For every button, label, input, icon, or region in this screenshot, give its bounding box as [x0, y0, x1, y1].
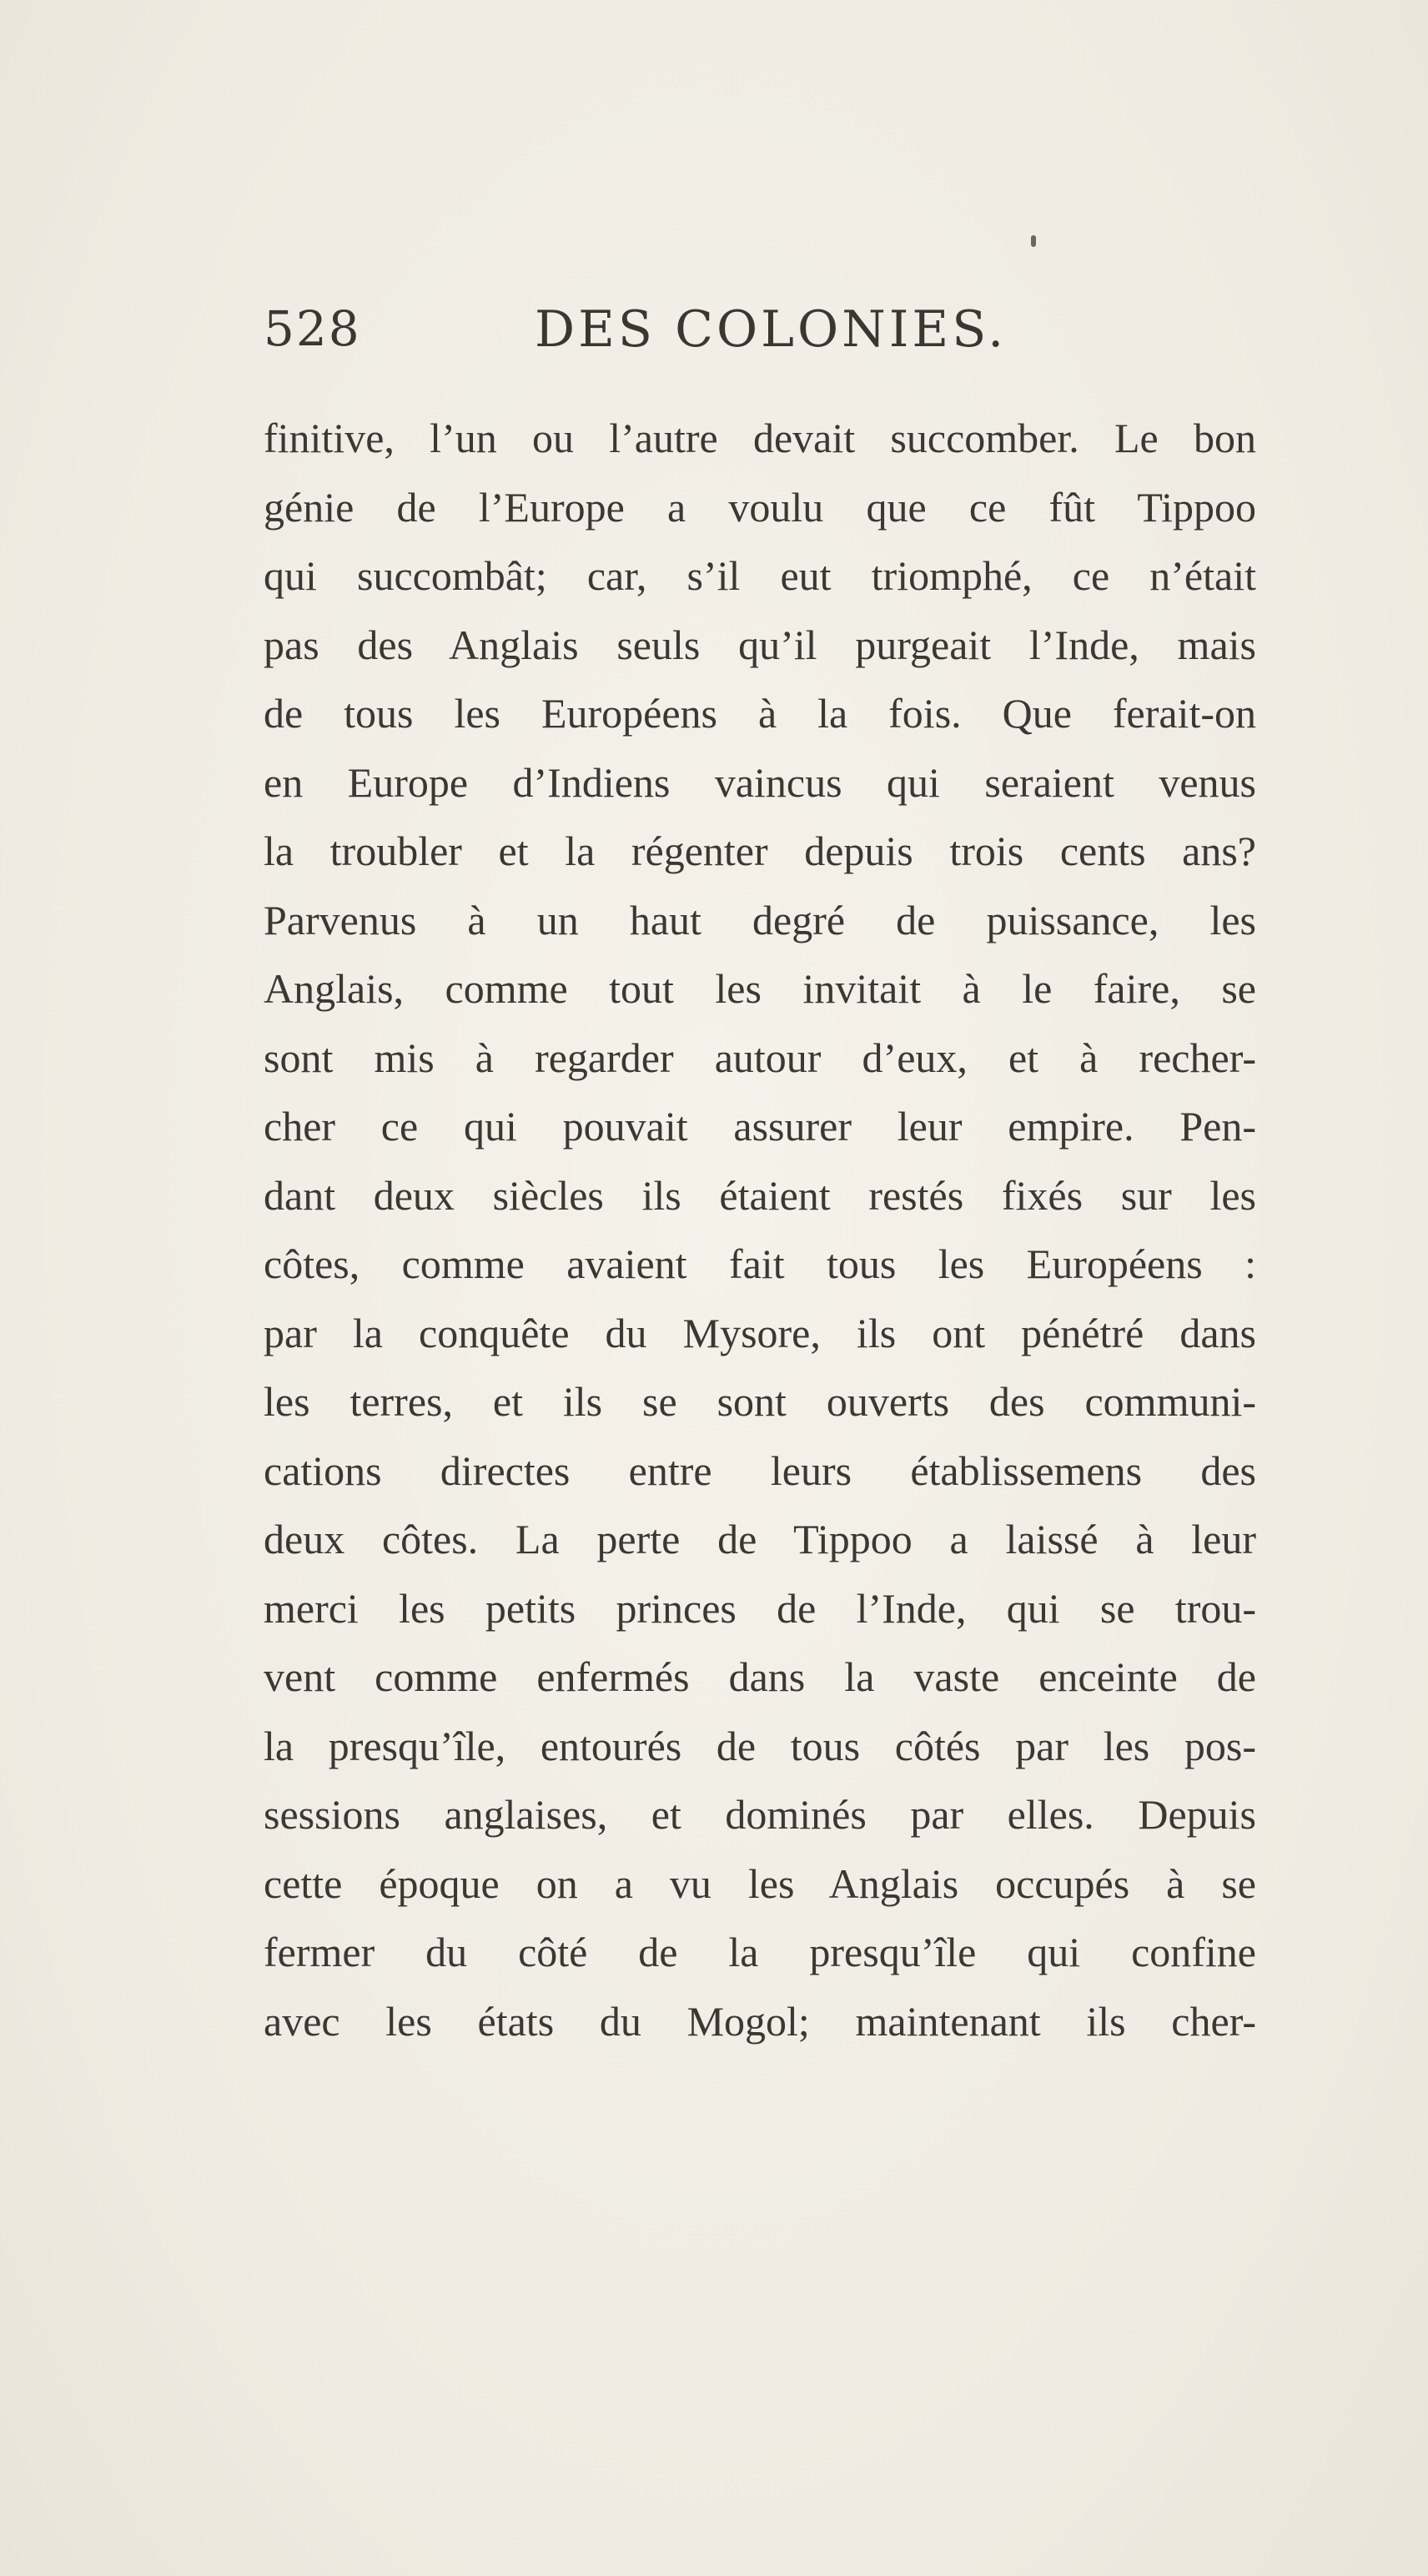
page-header: [264, 300, 1181, 375]
text-line: Parvenus à un haut degré de puissance, les: [264, 896, 1256, 943]
text-line: qui succombât; car, s’il eut triomphé, ce n’était: [264, 552, 1256, 599]
text-line: finitive, l’un ou l’autre devait succomber. Le bon: [264, 415, 1256, 461]
text-line: deux côtes. La perte de Tippoo a laissé à leur: [264, 1516, 1256, 1562]
running-title: DES COLONIES.: [535, 300, 1008, 359]
text-line: merci les petits princes de l’Inde, qui se trou-: [264, 1584, 1256, 1632]
text-line: en Europe d’Indiens vaincus qui seraient venus: [264, 758, 1256, 806]
text-line: cette époque on a vu les Anglais occupés à se: [264, 1859, 1256, 1907]
text-line: dant deux siècles ils étaient restés fixés sur les: [264, 1171, 1256, 1219]
text-line: cher ce qui pouvait assurer leur empire. Pen-: [264, 1103, 1256, 1150]
text-line: Anglais, comme tout les invitait à le faire, se: [264, 965, 1256, 1012]
text-line: la troubler et la régenter depuis trois cents ans?: [264, 828, 1256, 874]
text-line: de tous les Européens à la fois. Que ferait-on: [264, 690, 1256, 737]
page-number: 528: [264, 300, 361, 357]
text-line: sessions anglaises, et dominés par elles. Depuis: [264, 1791, 1256, 1838]
text-line: génie de l’Europe a voulu que ce fût Tippoo: [264, 483, 1256, 531]
text-line: les terres, et ils se sont ouverts des communi-: [264, 1378, 1256, 1425]
text-line: fermer du côté de la presqu’île qui confine: [264, 1929, 1256, 1975]
text-line: côtes, comme avaient fait tous les Européens :: [264, 1240, 1256, 1287]
text-line: cations directes entre leurs établissemens des: [264, 1446, 1256, 1494]
text-line: vent comme enfermés dans la vaste enceinte de: [264, 1653, 1256, 1700]
ink-speck: [1031, 235, 1036, 247]
text-line: la presqu’île, entourés de tous côtés par les pos-: [264, 1722, 1256, 1769]
text-line: par la conquête du Mysore, ils ont pénétré dans: [264, 1309, 1256, 1356]
text-line: sont mis à regarder autour d’eux, et à recher-: [264, 1034, 1256, 1081]
body-text: [264, 404, 1256, 2055]
text-line: avec les états du Mogol; maintenant ils cher-: [264, 1997, 1256, 2045]
text-line: pas des Anglais seuls qu’il purgeait l’Inde, mais: [264, 621, 1256, 668]
